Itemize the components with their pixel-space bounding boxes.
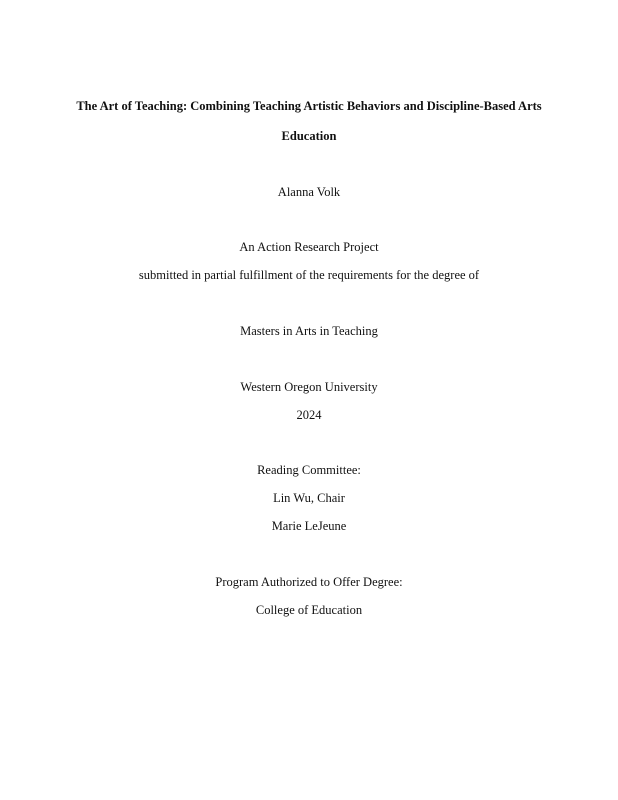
degree-name: Masters in Arts in Teaching (240, 324, 378, 338)
university-name: Western Oregon University (240, 380, 378, 394)
college-name: College of Education (255, 603, 363, 617)
submission-statement: submitted in partial fulfillment of the requirements for the degree of (138, 268, 480, 282)
committee-heading: Reading Committee: (257, 463, 361, 477)
program-heading: Program Authorized to Offer Degree: (215, 575, 403, 589)
committee-member: Marie LeJeune (271, 519, 347, 533)
document-title-line-2: Education (281, 129, 337, 143)
committee-member: Lin Wu, Chair (273, 491, 345, 505)
author-name: Alanna Volk (277, 185, 341, 199)
document-title-line-1: The Art of Teaching: Combining Teaching Artistic Behaviors and Discipline-Based Arts (76, 99, 542, 113)
submission-year: 2024 (296, 408, 322, 422)
project-type: An Action Research Project (239, 240, 379, 254)
